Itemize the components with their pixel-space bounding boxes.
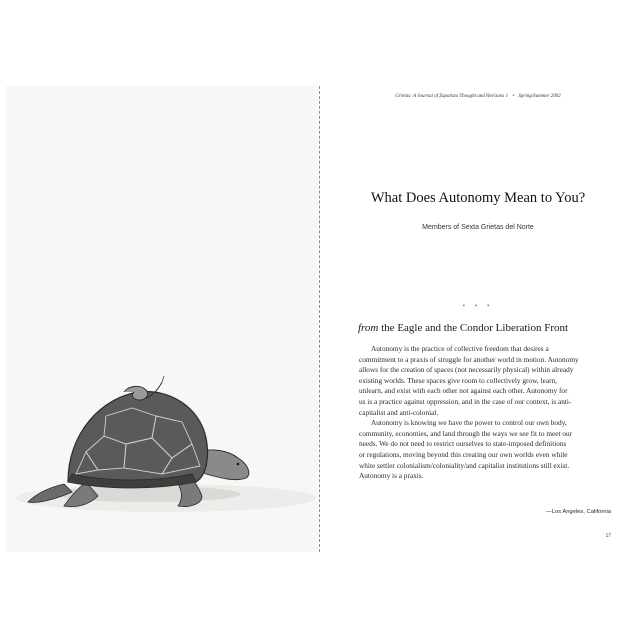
- paragraph-line: Autonomy is a praxis.: [359, 471, 424, 481]
- section-divider: • • •: [462, 302, 494, 310]
- paragraph-line: commitment to a praxis of struggle for another world in motion. Autonomy: [359, 354, 579, 364]
- paragraph-line: needs. We do not need to restrict ourselves to state-imposed definitions: [359, 439, 567, 449]
- section-heading-name: the Eagle and the Condor Liberation Front: [381, 322, 569, 334]
- paragraph-2: [359, 418, 607, 482]
- article-subtitle: Members of Sexta Grietas del Norte: [422, 224, 534, 231]
- paragraph-line: allows for the creation of spaces (not necessarily physical) within already: [359, 365, 574, 375]
- section-heading: [358, 322, 568, 334]
- snail-antenna: [162, 376, 164, 382]
- journal-title: Grietas: A Journal of Zapatista Thought and Horizons 1: [395, 94, 509, 99]
- article-title: What Does Autonomy Mean to You?: [370, 190, 586, 206]
- paragraph-line: existing worlds. These spaces give room to collectively grow, learn,: [359, 375, 557, 385]
- paragraph-1: [359, 344, 607, 418]
- bullet-separator: •: [512, 94, 515, 99]
- paragraph-line: capitalist and anti-colonial.: [359, 407, 439, 417]
- page-number: 17: [605, 533, 611, 539]
- tortoise-drawing: [6, 86, 318, 552]
- paragraph-line: us is a practice against oppression, and in the case of our context, is anti-: [359, 396, 572, 406]
- paragraph-line: community, economies, and land through the ways we see fit to meet our: [359, 428, 573, 438]
- paragraph-line: Autonomy is knowing we have the power to control our own body,: [371, 418, 567, 428]
- signature-location: —Los Angeles, California: [545, 509, 611, 515]
- running-head: [321, 94, 635, 99]
- paragraph-line: or regulations, moving beyond this creating our own worlds even while: [359, 449, 568, 459]
- paragraph-line: white settler colonialism/coloniality/and capitalist institutions still exist.: [359, 460, 570, 470]
- issue-date: Spring/Summer 2002: [518, 94, 561, 99]
- article-body: [359, 344, 607, 482]
- right-page-text: [321, 86, 635, 552]
- left-page-illustration: [6, 86, 318, 552]
- section-heading-from: from: [358, 322, 379, 334]
- page-fold-divider: [319, 86, 320, 552]
- tortoise-eye: [237, 463, 240, 466]
- paragraph-line: Autonomy is the practice of collective freedom that desires a: [371, 344, 549, 353]
- paragraph-line: unlearn, and exist with each other not against each other. Autonomy for: [359, 386, 568, 396]
